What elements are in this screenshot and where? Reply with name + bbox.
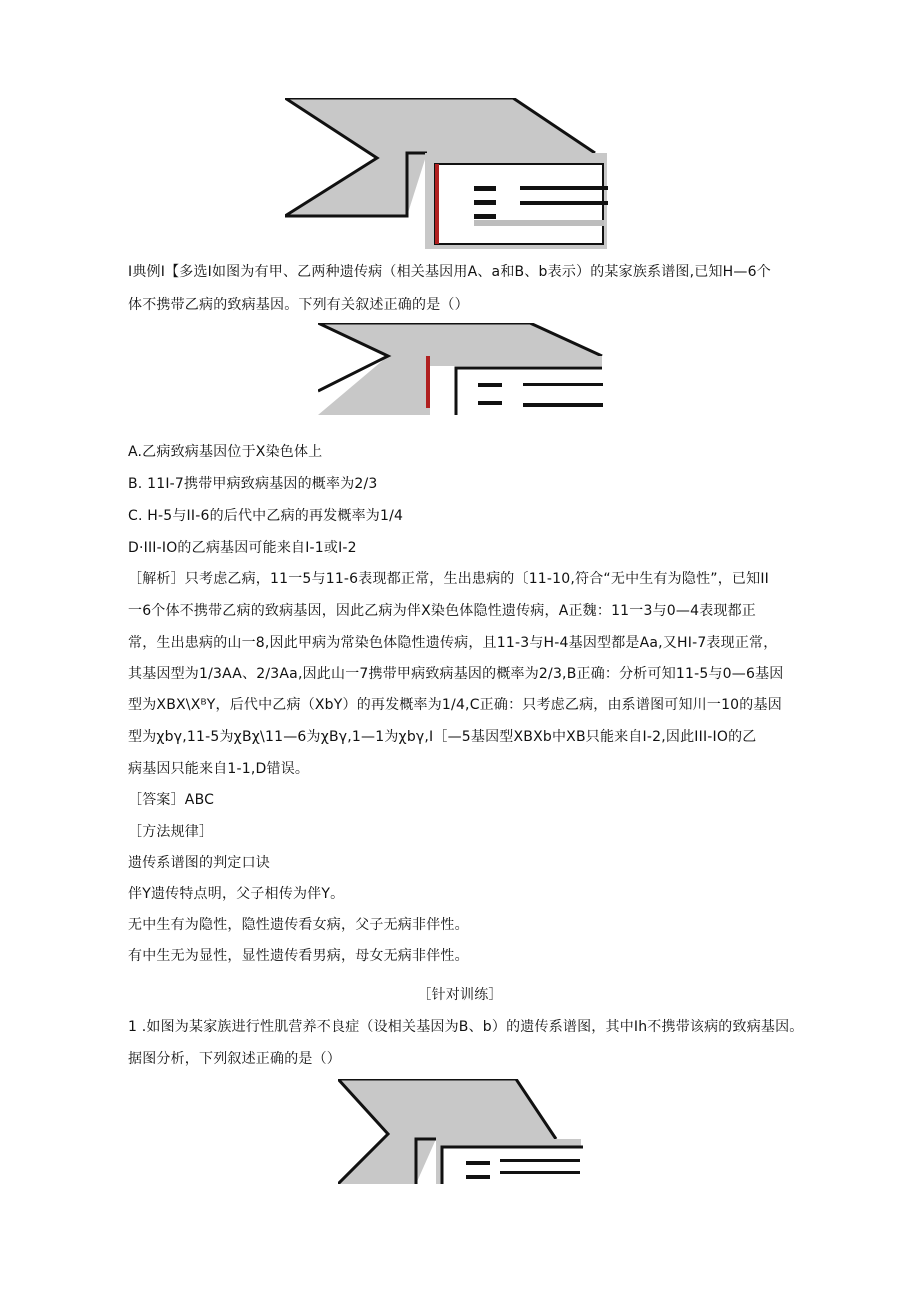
question-1-line-2: 据图分析，下列叙述正确的是（）	[128, 1051, 341, 1067]
rule-line: 有中生无为显性，显性遗传看男病，母女无病非伴性。	[128, 948, 469, 964]
rule-line: 伴Y遗传特点明，父子相传为伴Y。	[128, 886, 345, 902]
example-heading: I典例I【多选I如图为有甲、乙两种遗传病（相关基因用A、a和B、b表示）的某家族系谱图,已知H—6个	[128, 264, 771, 280]
analysis-line: ［解析］只考虑乙病，11一5与11-6表现都正常，生出患病的〔11-10,符合“无中生有为隐性”，已知II	[128, 571, 769, 587]
method-heading: ［方法规律］	[128, 824, 214, 840]
option-a: A.乙病致病基因位于X染色体上	[128, 444, 323, 460]
rule-line: 遗传系谱图的判定口诀	[128, 855, 270, 871]
analysis-line: 病基因只能来自1-1,D错误。	[128, 761, 310, 777]
example-heading-continued: 体不携带乙病的致病基因。下列有关叙述正确的是（）	[128, 297, 469, 313]
answer: ［答案］ABC	[128, 792, 215, 808]
pedigree-figure-3	[338, 1079, 583, 1184]
pedigree-figure-2	[318, 323, 603, 415]
option-b: B. 11I-7携带甲病致病基因的概率为2/3	[128, 476, 378, 492]
option-c: C. H-5与II-6的后代中乙病的再发概率为1/4	[128, 508, 404, 524]
training-heading: ［针对训练］	[417, 987, 503, 1003]
question-1-line-1: 1 .如图为某家族进行性肌营养不良症（设相关基因为B、b）的遗传系谱图，其中Ih不携带该病的致病基因。	[128, 1019, 804, 1035]
rule-line: 无中生有为隐性，隐性遗传看女病，父子无病非伴性。	[128, 917, 469, 933]
analysis-line: 一6个体不携带乙病的致病基因，因此乙病为伴X染色体隐性遗传病，A正魏：11一3与0—4表现都正	[128, 603, 757, 619]
pedigree-figure-1	[285, 98, 610, 252]
analysis-line: 型为XBX\XᴮY，后代中乙病（XbY）的再发概率为1/4,C正确：只考虑乙病，由系谱图可知川一10的基因	[128, 697, 782, 713]
analysis-line: 型为χbγ,11-5为χBχ\11—6为χBγ,1—1为χbγ,I［—5基因型XBXb中XB只能来自I-2,因此III-IO的乙	[128, 729, 757, 745]
analysis-line: 其基因型为1/3AA、2∕3Aa,因此山一7携带甲病致病基因的概率为2/3,B正确：分析可知11-5与0—6基因	[128, 666, 784, 682]
option-d: D·III-IO的乙病基因可能来自I-1或I-2	[128, 540, 357, 556]
analysis-line: 常，生出患病的山一8,因此甲病为常染色体隐性遗传病，且11-3与H-4基因型都是Aa,又HI-7表现正常，	[128, 635, 778, 651]
